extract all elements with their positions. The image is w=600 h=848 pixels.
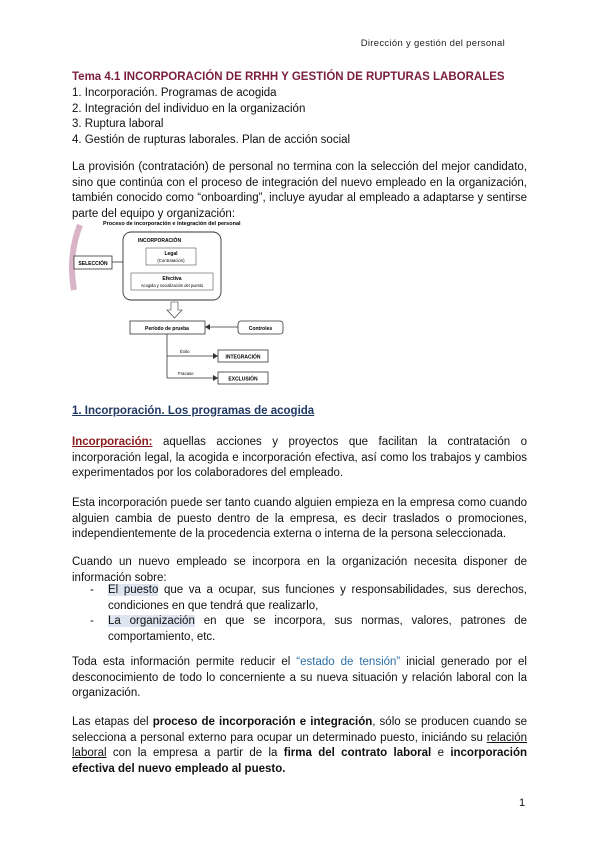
text-run: inicial generado por el desconocimiento de todo lo concerniente a su nueva situación y relación laboral con la organización. <box>72 656 527 699</box>
incorporacion-label: INCORPORACIÓN <box>138 238 182 244</box>
diagram-title: Proceso de incorporación e integración del personal <box>103 221 241 227</box>
section-heading: 1. Incorporación. Los programas de acogida <box>72 405 315 417</box>
legal-sub-label: (Contratación) <box>157 258 185 263</box>
paragraph <box>72 655 527 702</box>
text-run: Toda esta información permite reducir el <box>72 656 297 668</box>
efectiva-label: Efectiva <box>162 276 182 282</box>
arrow-right-icon <box>213 353 218 359</box>
list-item <box>90 614 527 645</box>
text-run: , sólo se producen cuando se selecciona a personal externo para ocupar un determinado puesto, iniciándo su <box>72 716 527 744</box>
quoted-term: “estado de tensión” <box>296 656 401 668</box>
integracion-label: INTEGRACIÓN <box>225 354 261 361</box>
toc-item: 2. Integración del individuo en la organización <box>72 102 306 115</box>
paragraph: Cuando un nuevo empleado se incorpora en la organización necesita disponer de información sobre: <box>72 556 527 584</box>
bold-term: incorporación efectiva del nuevo empleado al puesto. <box>72 747 527 775</box>
definition-paragraph <box>72 435 527 482</box>
controles-label: Controles <box>248 326 273 332</box>
list-dash: - <box>90 615 94 627</box>
exito-label: Éxito <box>180 349 190 354</box>
bold-term: proceso de incorporación e integración <box>152 716 373 728</box>
arrow-left-icon <box>205 324 210 330</box>
underlined-term: relación laboral <box>72 731 527 759</box>
list-dash: - <box>90 584 94 596</box>
intro-paragraph: La provisión (contratación) de personal no termina con la selección del mejor candidato, sino que continúa con el proceso de integración del nuevo empleado en la organización, también conocido como “onboarding”, incluye ayudar al empleado a adaptarse y sentirse parte del equipo y organización: <box>72 161 527 220</box>
highlighted-term: El puesto <box>108 584 159 596</box>
process-diagram <box>68 220 338 390</box>
fracaso-label: Fracaso <box>178 371 194 376</box>
text-run: e <box>431 747 451 759</box>
seleccion-label: SELECCIÓN <box>78 261 108 267</box>
document-title: Tema 4.1 INCORPORACIÓN DE RRHH Y GESTIÓN DE RUPTURAS LABORALES <box>72 71 505 83</box>
paragraph: Esta incorporación puede ser tanto cuando alguien empieza en la empresa como cuando alguien cambia de puesto dentro de la empresa, es decir traslados o promociones, independientemente de la procedencia externa o interna de la persona seleccionada. <box>72 497 527 540</box>
defined-term: Incorporación: <box>72 436 153 448</box>
text-run: Las etapas del <box>72 716 153 728</box>
toc-item: 3. Ruptura laboral <box>72 118 164 130</box>
toc-item: 4. Gestión de rupturas laborales. Plan de acción social <box>72 133 351 146</box>
list-item <box>90 583 527 614</box>
bold-term: firma del contrato laboral <box>283 747 432 759</box>
list-item-text: que va a ocupar, sus funciones y responsabilidades, sus derechos, condiciones en que tendrá que realizarlo, <box>108 584 527 612</box>
list-item-text: en que se incorpora, sus normas, valores, patrones de comportamiento, etc. <box>108 615 527 643</box>
text-run: con la empresa a partir de la <box>106 747 284 759</box>
efectiva-sub-label: Acogida y socialización del puesto <box>140 283 204 288</box>
periodo-label: Período de prueba <box>145 326 189 332</box>
paragraph <box>72 715 527 777</box>
highlighted-term: La organización <box>108 615 195 627</box>
arrow-right-icon <box>213 375 218 381</box>
definition-text: aquellas acciones y proyectos que facilitan la contratación o incorporación legal, la acogida e incorporación efectiva, así como los trabajos y cambios experimentados por los colaboradores del empleado. <box>72 436 527 479</box>
legal-label: Legal <box>164 251 178 257</box>
down-arrow-icon <box>167 302 182 318</box>
info-list <box>90 583 527 645</box>
page-number: 1 <box>519 797 526 809</box>
exclusion-label: EXCLUSIÓN <box>228 376 258 383</box>
toc-item: 1. Incorporación. Programas de acogida <box>72 87 277 99</box>
running-header: Dirección y gestión del personal <box>360 38 505 49</box>
table-of-contents <box>72 86 350 148</box>
